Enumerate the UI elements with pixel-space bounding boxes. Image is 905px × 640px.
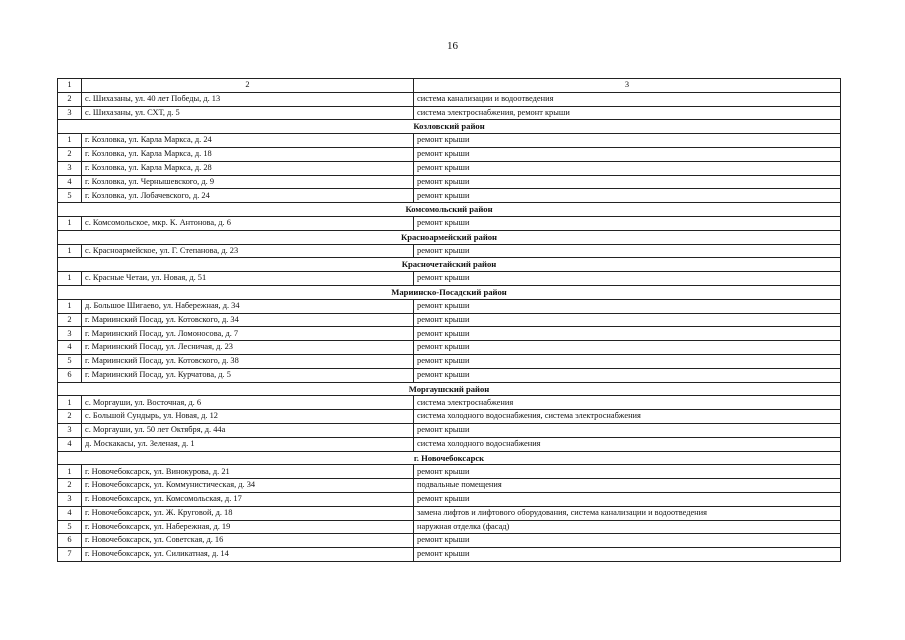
row-number: 2 [58,479,82,493]
row-address: г. Новочебоксарск, ул. Комсомольская, д. 17 [82,492,414,506]
row-work-type: ремонт крыши [414,189,841,203]
table-row [58,189,841,203]
row-work-type: ремонт крыши [414,147,841,161]
header-cell-address: 2 [82,79,414,93]
row-work-type: ремонт крыши [414,354,841,368]
row-number: 6 [58,368,82,382]
table-body [58,79,841,562]
district-header-row [58,382,841,396]
row-number: 3 [58,106,82,120]
district-name: Красноармейский район [58,230,841,244]
district-header-row [58,203,841,217]
row-number: 1 [58,216,82,230]
row-work-type: система канализации и водоотведения [414,92,841,106]
table-row [58,437,841,451]
district-name: Моргаушский район [58,382,841,396]
row-number: 1 [58,299,82,313]
row-address: д. Москакасы, ул. Зеленая, д. 1 [82,437,414,451]
row-address: г. Козловка, ул. Лобачевского, д. 24 [82,189,414,203]
row-work-type: ремонт крыши [414,465,841,479]
row-work-type: подвальные помещения [414,479,841,493]
table-row [58,92,841,106]
district-name: Красночетайский район [58,258,841,272]
row-address: г. Новочебоксарск, ул. Коммунистическая, д. 34 [82,479,414,493]
header-cell-work: 3 [414,79,841,93]
table-row [58,492,841,506]
row-work-type: замена лифтов и лифтового оборудования, система канализации и водоотведения [414,506,841,520]
row-address: г. Мариинский Посад, ул. Котовского, д. 38 [82,354,414,368]
row-address: г. Мариинский Посад, ул. Котовского, д. 34 [82,313,414,327]
row-number: 4 [58,175,82,189]
row-address: г. Мариинский Посад, ул. Курчатова, д. 5 [82,368,414,382]
row-address: г. Мариинский Посад, ул. Лесничая, д. 23 [82,341,414,355]
district-name: Мариинско-Посадский район [58,285,841,299]
table-row [58,410,841,424]
row-number: 3 [58,327,82,341]
table-row [58,134,841,148]
district-name: г. Новочебоксарск [58,451,841,465]
row-number: 2 [58,92,82,106]
table-row [58,313,841,327]
row-number: 7 [58,548,82,562]
table-row [58,272,841,286]
row-number: 2 [58,147,82,161]
table-row [58,299,841,313]
row-number: 3 [58,492,82,506]
table-row [58,341,841,355]
table-row [58,506,841,520]
row-address: г. Новочебоксарск, ул. Советская, д. 16 [82,534,414,548]
row-address: г. Новочебоксарск, ул. Винокурова, д. 21 [82,465,414,479]
row-work-type: наружная отделка (фасад) [414,520,841,534]
table-row [58,396,841,410]
row-work-type: ремонт крыши [414,161,841,175]
row-work-type: ремонт крыши [414,492,841,506]
row-address: г. Козловка, ул. Чернышевского, д. 9 [82,175,414,189]
table-header-row [58,79,841,93]
row-work-type: ремонт крыши [414,175,841,189]
row-number: 4 [58,437,82,451]
row-number: 4 [58,506,82,520]
district-header-row [58,451,841,465]
row-number: 4 [58,341,82,355]
table-row [58,327,841,341]
row-work-type: ремонт крыши [414,534,841,548]
row-address: с. Большой Сундырь, ул. Новая, д. 12 [82,410,414,424]
repair-table [57,78,841,562]
row-work-type: ремонт крыши [414,272,841,286]
table-row [58,534,841,548]
table-row [58,423,841,437]
row-address: с. Красные Четаи, ул. Новая, д. 51 [82,272,414,286]
row-address: с. Шихазаны, ул. 40 лет Победы, д. 13 [82,92,414,106]
table-row [58,465,841,479]
row-work-type: ремонт крыши [414,423,841,437]
row-address: г. Козловка, ул. Карла Маркса, д. 24 [82,134,414,148]
row-address: с. Комсомольское, мкр. К. Антонова, д. 6 [82,216,414,230]
row-address: с. Шихазаны, ул. СХТ, д. 5 [82,106,414,120]
table-row [58,147,841,161]
row-work-type: ремонт крыши [414,244,841,258]
row-work-type: ремонт крыши [414,368,841,382]
row-number: 2 [58,313,82,327]
row-work-type: ремонт крыши [414,327,841,341]
row-work-type: ремонт крыши [414,341,841,355]
table-row [58,479,841,493]
table-row [58,548,841,562]
row-address: г. Новочебоксарск, ул. Ж. Круговой, д. 18 [82,506,414,520]
district-header-row [58,258,841,272]
row-address: с. Красноармейское, ул. Г. Степанова, д. 23 [82,244,414,258]
row-number: 3 [58,423,82,437]
row-work-type: ремонт крыши [414,548,841,562]
row-address: с. Моргауши, ул. 50 лет Октября, д. 44а [82,423,414,437]
row-number: 6 [58,534,82,548]
row-address: г. Козловка, ул. Карла Маркса, д. 28 [82,161,414,175]
row-work-type: ремонт крыши [414,299,841,313]
table-row [58,520,841,534]
district-header-row [58,285,841,299]
district-name: Комсомольский район [58,203,841,217]
row-work-type: система электроснабжения, ремонт крыши [414,106,841,120]
row-work-type: ремонт крыши [414,134,841,148]
page-number: 16 [447,40,458,52]
row-number: 1 [58,244,82,258]
row-work-type: система электроснабжения [414,396,841,410]
table-row [58,354,841,368]
district-header-row [58,230,841,244]
row-number: 3 [58,161,82,175]
district-name: Козловский район [58,120,841,134]
table-row [58,244,841,258]
row-address: г. Новочебоксарск, ул. Силикатная, д. 14 [82,548,414,562]
row-number: 1 [58,134,82,148]
district-header-row [58,120,841,134]
table-row [58,161,841,175]
row-address: г. Козловка, ул. Карла Маркса, д. 18 [82,147,414,161]
header-cell-number: 1 [58,79,82,93]
row-number: 1 [58,465,82,479]
row-work-type: ремонт крыши [414,216,841,230]
row-work-type: ремонт крыши [414,313,841,327]
row-work-type: система холодного водоснабжения [414,437,841,451]
table-row [58,368,841,382]
row-number: 1 [58,272,82,286]
row-number: 5 [58,189,82,203]
row-address: д. Большое Шигаево, ул. Набережная, д. 34 [82,299,414,313]
row-address: г. Мариинский Посад, ул. Ломоносова, д. 7 [82,327,414,341]
table-row [58,175,841,189]
table-row [58,216,841,230]
row-number: 5 [58,520,82,534]
row-address: г. Новочебоксарск, ул. Набережная, д. 19 [82,520,414,534]
row-number: 1 [58,396,82,410]
row-work-type: система холодного водоснабжения, система электроснабжения [414,410,841,424]
table-row [58,106,841,120]
row-number: 5 [58,354,82,368]
row-address: с. Моргауши, ул. Восточная, д. 6 [82,396,414,410]
row-number: 2 [58,410,82,424]
